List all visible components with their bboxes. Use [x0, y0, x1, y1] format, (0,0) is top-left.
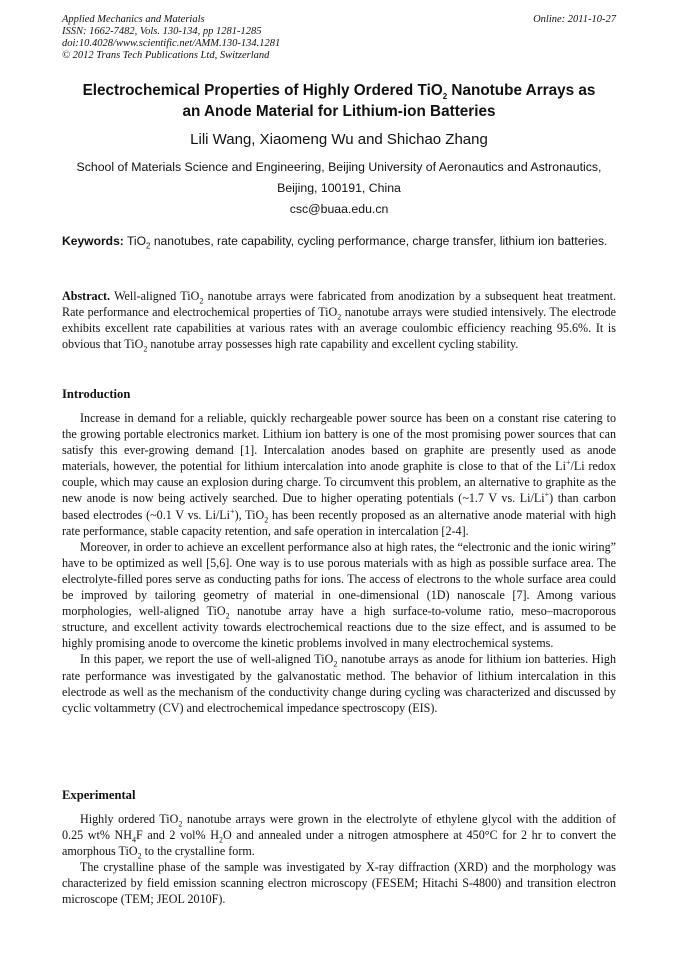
intro-p1-sub-1: 2	[264, 514, 269, 524]
intro-p3-text: In this paper, we report the use of well-aligned TiO	[80, 652, 334, 667]
exp-p1-sub-4: 2	[137, 851, 142, 861]
exp-p1-text-5: to the crystalline form.	[141, 844, 255, 859]
affiliation	[40, 157, 638, 199]
exp-paragraph-2: The crystalline phase of the sample was investigated by X-ray diffraction (XRD) and the morphology was characterized by field emission scanning electron microscopy (FESEM; Hitachi S-4800) and transition electron microscope (TEM; JEOL 2010F).	[62, 860, 616, 907]
journal-header	[62, 14, 616, 62]
abstract-text-1: Well-aligned TiO	[110, 289, 200, 303]
affiliation-line1: School of Materials Science and Engineering, Beijing University of Aeronautics and Astronautics,	[76, 160, 602, 174]
title-line2: an Anode Material for Lithium-ion Batteries	[182, 103, 496, 120]
exp-p1-text-2: nanotube arrays were grown in the electrolyte of ethylene glycol with the addition of 0.25 wt% NH	[62, 812, 616, 843]
keywords-text-1: TiO	[123, 234, 147, 248]
experimental-heading: Experimental	[62, 788, 136, 802]
author-email: csc@buaa.edu.cn	[289, 202, 389, 216]
intro-p1-text-3: ) than carbon based electrodes (~0.1 V vs. Li/Li	[62, 491, 616, 522]
keywords	[62, 233, 616, 250]
paper-title	[50, 80, 628, 122]
exp-p1-sub-3: 2	[218, 835, 223, 845]
introduction-body	[62, 410, 616, 716]
intro-p2-sub: 2	[225, 611, 230, 621]
intro-p1-text-5: has been recently proposed as an alternative anode material with high rate performance, stable capacity retention, and safe operation in intercalation [2-4].	[62, 507, 616, 538]
issn-line: ISSN: 1662-7482, Vols. 130-134, pp 1281-1285	[62, 26, 262, 37]
intro-p2-post: nanotube array have a high surface-to-volume ratio, meso–macroporous structure, and excellent activity towards electrochemical reactions due to the size effect, and is assumed to be highly promising anode to overcome the kinetic problems involved in many electrochemical systems.	[62, 604, 616, 651]
exp-p1-sub-1: 2	[178, 819, 183, 829]
intro-p2-text: Moreover, in order to achieve an excellent performance also at high rates, the “electronic and the ionic wiring” have to be optimized as well [5,6]. One way is to use porous materials with as high as possible surface area. The electrolyte-filled pores serve as conducting paths for ions. The access of electrons to the whole surface area could be improved by tailoring geometry of material in one-dimensional (1D) nanoscale [7]. Among various morphologies, well-aligned TiO	[62, 539, 616, 619]
intro-p1-sup-2: +	[544, 490, 550, 500]
introduction-heading: Introduction	[62, 387, 131, 401]
title-line1-pre: Electrochemical Properties of Highly Ordered TiO	[82, 82, 443, 99]
intro-p1-text-1: Increase in demand for a reliable, quickly rechargeable power source has been on a constant rise catering to the growing portable electronics market. Lithium ion battery is one of the most promising power sources that can satisfy this ever-growing demand [1]. Intercalation anodes based on graphite are presently used as anode materials, however, the potential for lithium intercalation into anode graphite is close to that of the Li	[62, 411, 616, 474]
keywords-text-2: nanotubes, rate capability, cycling performance, charge transfer, lithium ion batteries.	[150, 234, 608, 248]
intro-p1-sup-3: +	[230, 506, 235, 516]
exp-paragraph-1	[62, 811, 616, 859]
intro-p3-post: nanotube arrays as anode for lithium ion batteries. High rate performance was investigated by the galvanostatic method. The behavior of lithium intercalation in this electrode as well as the mechanism of the conductivity change during cycling was characterized and discussed by cyclic voltammetry (CV) and electrochemical impedance spectroscopy (EIS).	[62, 652, 616, 715]
exp-p1-text-1: Highly ordered TiO	[80, 812, 179, 826]
exp-p1-sub-2: 4	[132, 835, 137, 845]
abstract-text-4: nanotube array possesses high rate capability and excellent cycling stability.	[147, 337, 519, 352]
exp-p1-text-4: O and annealed under a nitrogen atmosphere at 450°C for 2 hr to convert the amorphous TiO	[62, 828, 616, 859]
abstract	[62, 288, 616, 352]
title-sub: 2	[442, 92, 448, 102]
abstract-text-3: nanotube arrays were studied intensively. The electrode exhibits excellent rate capabilities at various rates with an average coulombic efficiency reaching 95.6%. It is obvious that TiO	[62, 305, 616, 352]
abstract-sub-3: 2	[143, 344, 148, 354]
affiliation-line2: Beijing, 100191, China	[277, 181, 401, 195]
intro-paragraph-2	[62, 539, 616, 652]
intro-p1-sup-1: +	[565, 458, 571, 468]
keywords-sub: 2	[146, 241, 151, 251]
keywords-label: Keywords:	[62, 234, 124, 248]
abstract-sub-2: 2	[337, 312, 342, 322]
title-line1-post: Nanotube Arrays as	[447, 82, 596, 99]
experimental-body	[62, 811, 616, 908]
exp-p1-text-3: F and 2 vol% H	[136, 828, 219, 843]
intro-p1-text-4: ), TiO	[234, 507, 265, 522]
authors: Lili Wang, Xiaomeng Wu and Shichao Zhang	[190, 131, 488, 148]
abstract-label: Abstract.	[62, 289, 111, 303]
intro-p1-text-2: /Li redox couple, which may cause an explosion during charge. To circumvent this problem, an alternative to graphite as the new anode is now being actively searched. Due to higher operating potentials (~1.7 V vs. Li/Li	[62, 459, 617, 506]
copyright-line: © 2012 Trans Tech Publications Ltd, Switzerland	[62, 50, 270, 61]
intro-p3-sub: 2	[333, 659, 338, 669]
doi-line: doi:10.4028/www.scientific.net/AMM.130-134.1281	[62, 38, 281, 49]
abstract-sub-1: 2	[199, 296, 204, 306]
intro-paragraph-3	[62, 651, 616, 715]
intro-paragraph-1	[62, 410, 616, 539]
abstract-text-2: nanotube arrays were fabricated from anodization by a subsequent heat treatment. Rate performance and electrochemical properties of TiO	[62, 289, 616, 320]
journal-name: Applied Mechanics and Materials	[62, 14, 205, 25]
online-date: Online: 2011-10-27	[533, 14, 616, 25]
